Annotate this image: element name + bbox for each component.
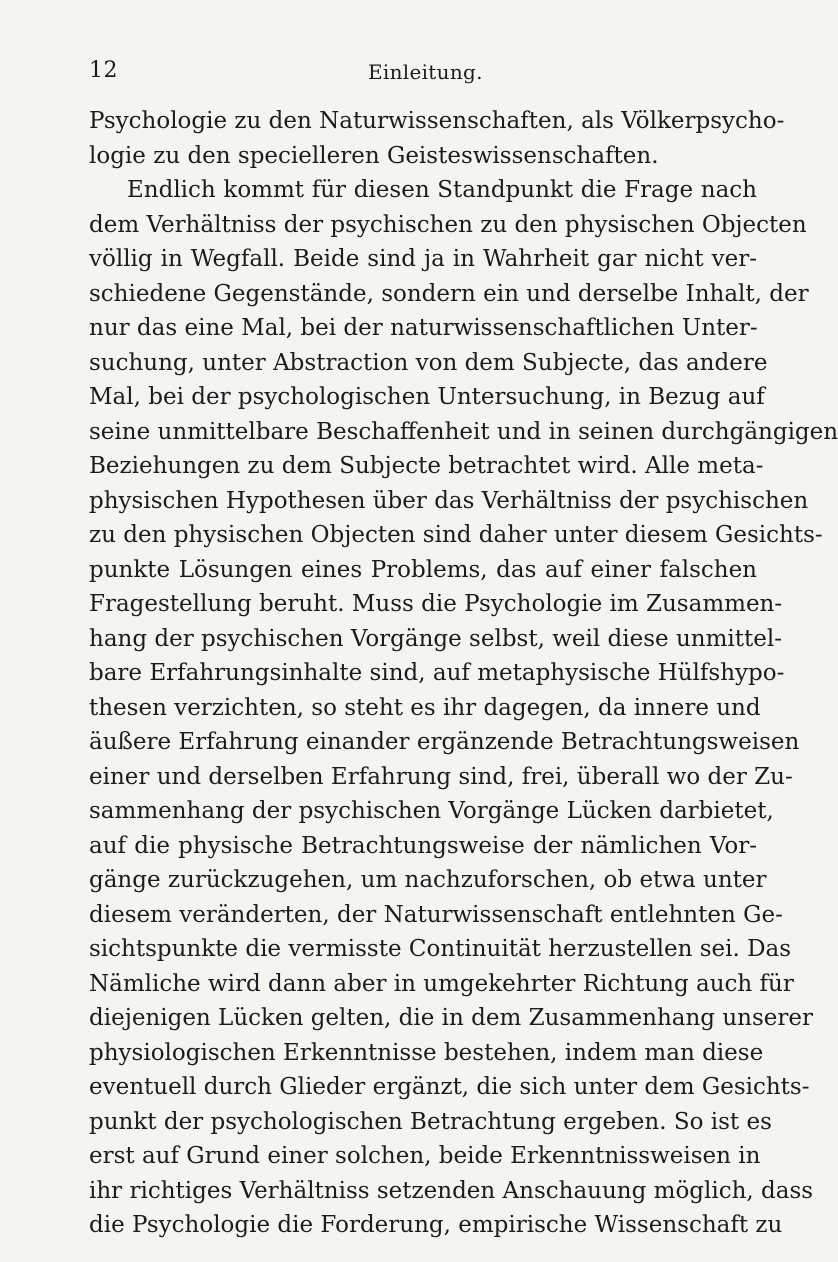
text-line: äußere Erfahrung einander ergänzende Betrachtungsweisen bbox=[89, 729, 800, 755]
text-line: erst auf Grund einer solchen, beide Erkenntnissweisen in bbox=[89, 1143, 761, 1169]
text-line: schiedene Gegenstände, sondern ein und derselbe Inhalt, der bbox=[89, 280, 809, 307]
text-line: suchung, unter Abstraction von dem Subjecte, das andere bbox=[89, 349, 768, 376]
text-line: seine unmittelbare Beschaffenheit und in seinen durchgängigen bbox=[89, 418, 838, 445]
text-line: thesen verzichten, so steht es ihr dagegen, da innere und bbox=[89, 694, 761, 721]
text-line: zu den physischen Objecten sind daher unter diesem Gesichts- bbox=[89, 522, 823, 548]
text-line: einer und derselben Erfahrung sind, frei, überall wo der Zu- bbox=[89, 763, 793, 790]
text-line: Beziehungen zu dem Subjecte betrachtet wird. Alle meta- bbox=[89, 453, 764, 479]
text-line: völlig in Wegfall. Beide sind ja in Wahrheit gar nicht ver- bbox=[89, 246, 757, 272]
text-line: gänge zurückzugehen, um nachzuforschen, ob etwa unter bbox=[89, 867, 767, 893]
text-line: sichtspunkte die vermisste Continuität herzustellen sei. Das bbox=[89, 936, 792, 962]
text-line: bare Erfahrungsinhalte sind, auf metaphysische Hülfshypo- bbox=[89, 660, 785, 686]
text-line: Endlich kommt für diesen Standpunkt die Frage nach bbox=[127, 177, 757, 203]
page-number: 12 bbox=[89, 58, 118, 83]
text-line: nur das eine Mal, bei der naturwissenschaftlichen Unter- bbox=[89, 315, 758, 341]
text-line: Fragestellung beruht. Muss die Psychologie im Zusammen- bbox=[89, 591, 783, 617]
text-line: Mal, bei der psychologischen Untersuchung, in Bezug auf bbox=[89, 384, 765, 410]
running-title: Einleitung. bbox=[368, 60, 483, 84]
text-line: hang der psychischen Vorgänge selbst, weil diese unmittel- bbox=[89, 625, 782, 652]
text-line: auf die physische Betrachtungsweise der nämlichen Vor- bbox=[89, 832, 757, 859]
text-line: ihr richtiges Verhältniss setzenden Anschauung möglich, dass bbox=[89, 1177, 814, 1204]
text-line: diesem veränderten, der Naturwissenschaft entlehnten Ge- bbox=[89, 901, 783, 928]
text-line: dem Verhältniss der psychischen zu den physischen Objecten bbox=[89, 211, 807, 238]
text-line: eventuell durch Glieder ergänzt, die sich unter dem Gesichts- bbox=[89, 1074, 810, 1100]
text-line: punkte Lösungen eines Problems, das auf einer falschen bbox=[89, 556, 757, 583]
text-line: physischen Hypothesen über das Verhältniss der psychischen bbox=[89, 487, 809, 514]
body-text bbox=[89, 104, 838, 1243]
text-line: Nämliche wird dann aber in umgekehrter Richtung auch für bbox=[89, 970, 794, 997]
text-line: die Psychologie die Forderung, empirische Wissenschaft zu bbox=[89, 1212, 783, 1238]
text-line: diejenigen Lücken gelten, die in dem Zusammenhang unserer bbox=[89, 1005, 813, 1031]
text-line: punkt der psychologischen Betrachtung ergeben. So ist es bbox=[89, 1108, 772, 1135]
text-line: sammenhang der psychischen Vorgänge Lücken darbietet, bbox=[89, 798, 774, 824]
text-line: physiologischen Erkenntnisse bestehen, indem man diese bbox=[89, 1039, 764, 1066]
text-line: logie zu den specielleren Geisteswissenschaften. bbox=[89, 142, 659, 169]
text-line: Psychologie zu den Naturwissenschaften, als Völkerpsycho- bbox=[89, 108, 785, 134]
